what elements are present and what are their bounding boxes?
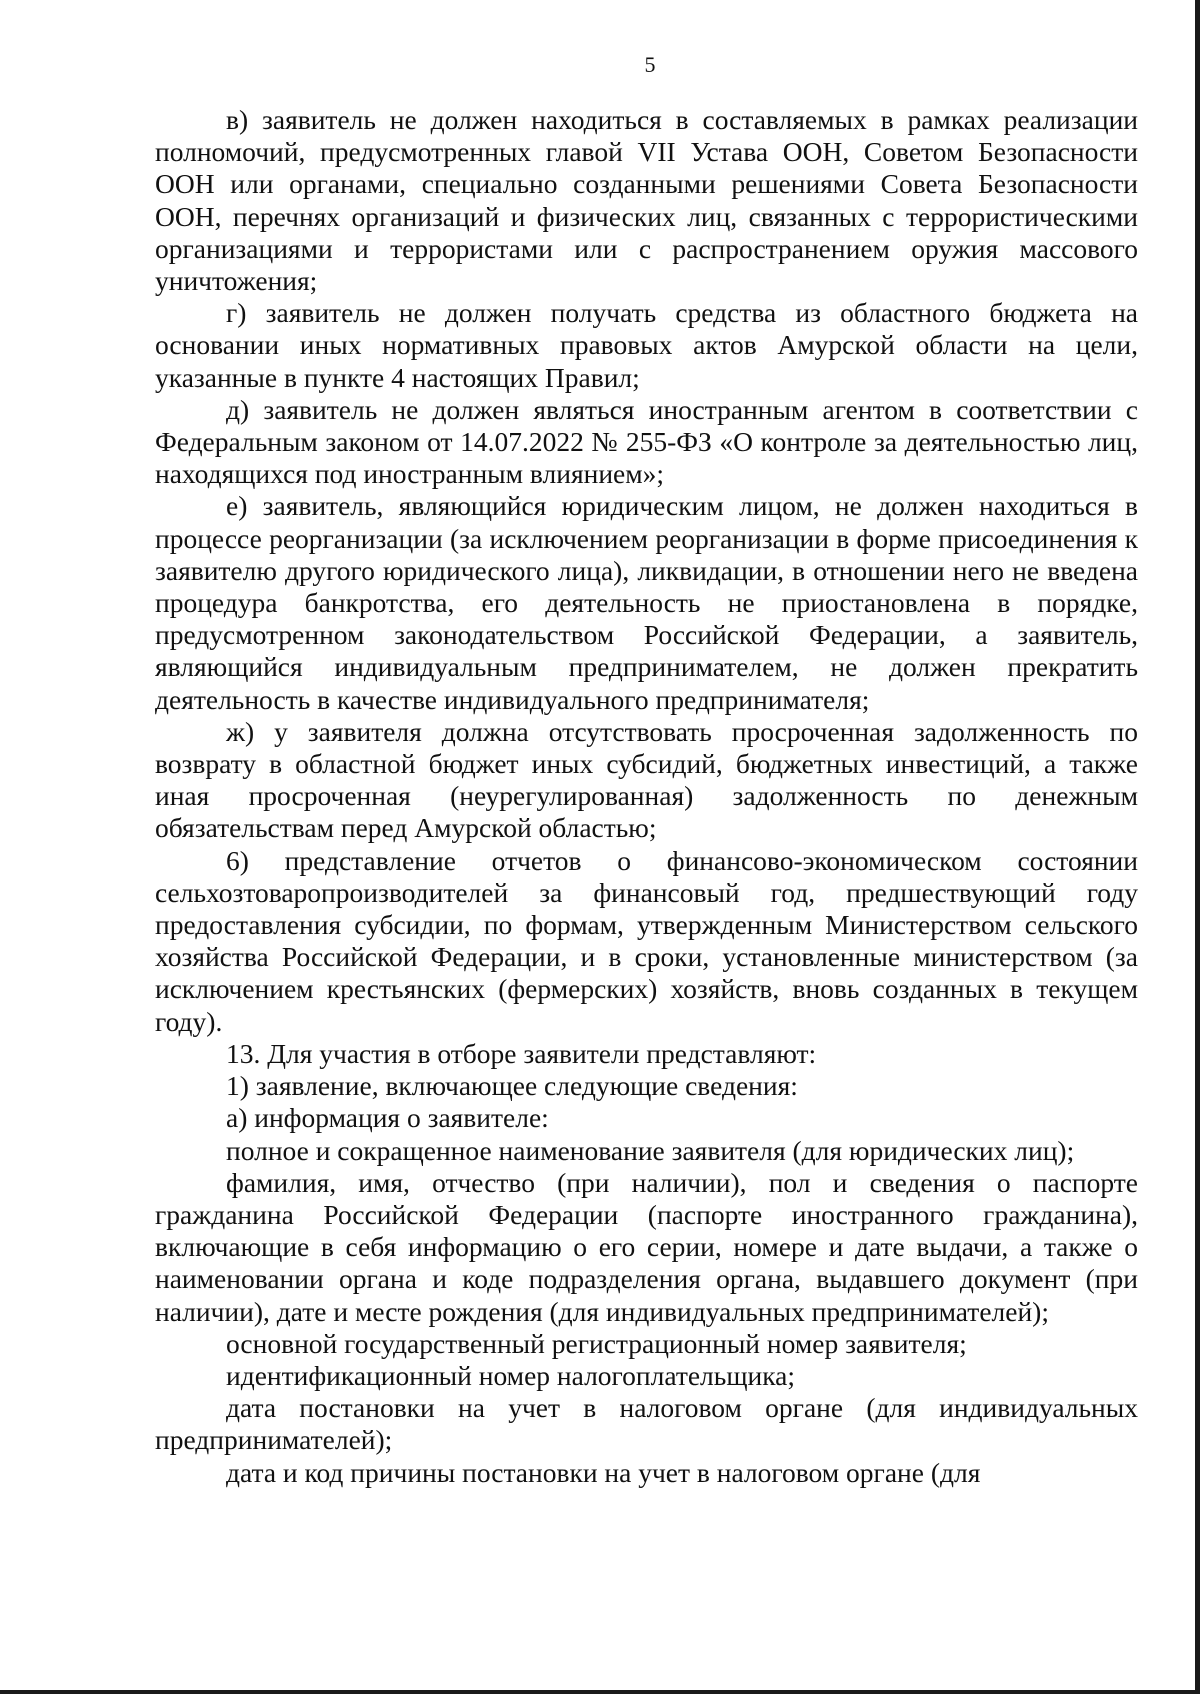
paragraph-e-reorganization-liquidation: е) заявитель, являющийся юридическим лицом, не должен находиться в процессе реорганизации (за исключением реорганизации в форме присоединения к заявителю другого юридического лица), ликвидации, в отношении него не введена процедура банкротства, его деятельность не приостановлена в порядке, предусмотренном законодательством Российской Федерации, а заявитель, являющийся индивидуальным предпринимателем, не должен прекратить деятельность в качестве индивидуального предпринимателя; (155, 490, 1138, 715)
paragraph-zh-overdue-debt: ж) у заявителя должна отсутствовать просроченная задолженность по возврату в областной бюджет иных субсидий, бюджетных инвестиций, а также иная просроченная (неурегулированная) задолженность по денежным обязательствам перед Амурской областью; (155, 715, 1138, 844)
paragraph-tax-registration-date: дата постановки на учет в налоговом органе (для индивидуальных предпринимателей); (155, 1392, 1138, 1456)
document-body (155, 104, 1138, 1489)
paragraph-inn: идентификационный номер налогоплательщика; (226, 1359, 796, 1391)
scan-border-bottom (0, 1690, 1200, 1694)
page-number: 5 (644, 52, 656, 77)
paragraph-passport-details: фамилия, имя, отчество (при наличии), пол и сведения о паспорте гражданина Российской Федерации (паспорте иностранного гражданина), включающие в себя информацию о его серии, номере и дате выдачи, а также о наименовании органа и коде подразделения органа, выдавшего документ (при наличии), дате и месте рождения (для индивидуальных предпринимателей); (155, 1166, 1138, 1327)
paragraph-6-financial-reports: 6) представление отчетов о финансово-экономическом состоянии сельхозтоваропроизводителей за финансовый год, предшествующий году предоставления субсидии, по формам, утвержденным Министерством сельского хозяйства Российской Федерации, и в сроки, установленные министерством (за исключением крестьянских (фермерских) хозяйств, вновь созданных в текущем году). (155, 844, 1138, 1037)
paragraph-d-foreign-agent: д) заявитель не должен являться иностранным агентом в соответствии с Федеральным законом от 14.07.2022 № 255-ФЗ «О контроле за деятельностью лиц, находящихся под иностранным влиянием»; (155, 393, 1138, 490)
paragraph-a-applicant-info: а) информация о заявителе: (226, 1102, 549, 1134)
paragraph-1-application: 1) заявление, включающее следующие сведения: (226, 1070, 798, 1102)
scan-border-right (1195, 0, 1200, 1694)
paragraph-13-selection-documents: 13. Для участия в отборе заявители представляют: (226, 1037, 817, 1069)
paragraph-ogrn: основной государственный регистрационный номер заявителя; (226, 1327, 967, 1359)
paragraph-tax-registration-reason-code: дата и код причины постановки на учет в налоговом органе (для (226, 1456, 981, 1488)
paragraph-v-un-sanctions-lists: в) заявитель не должен находиться в составляемых в рамках реализации полномочий, предусмотренных главой VII Устава ООН, Советом Безопасности ООН или органами, специально созданными решениями Совета Безопасности ООН, перечнях организаций и физических лиц, связанных с террористическими организациями и террористами или с распространением оружия массового уничтожения; (155, 104, 1138, 297)
paragraph-full-short-name: полное и сокращенное наименование заявителя (для юридических лиц); (226, 1134, 1075, 1166)
paragraph-g-regional-budget-funds: г) заявитель не должен получать средства из областного бюджета на основании иных нормативных правовых актов Амурской области на цели, указанные в пункте 4 настоящих Правил; (155, 297, 1138, 393)
